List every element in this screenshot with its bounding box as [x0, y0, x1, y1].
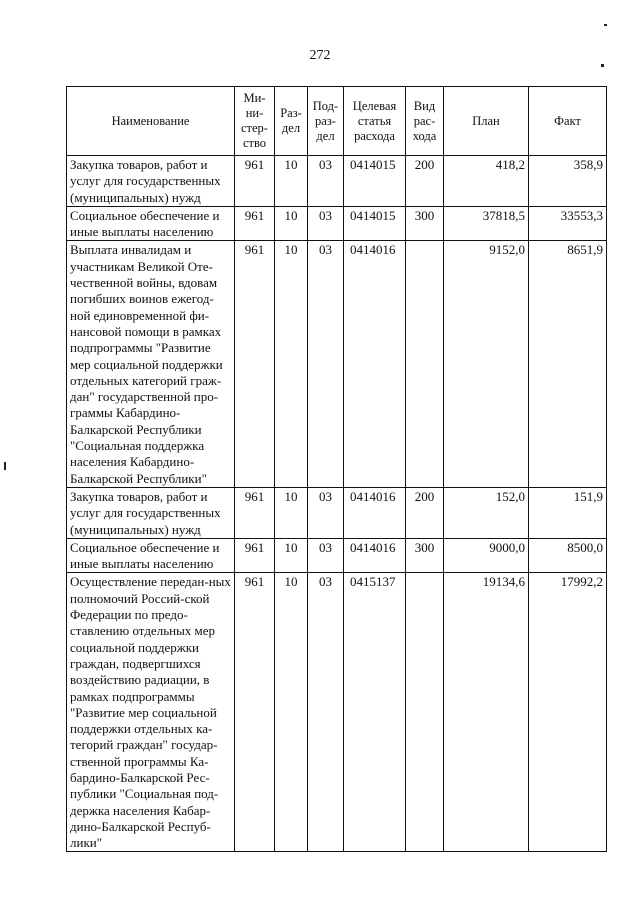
cell-plan: 418,2	[444, 156, 529, 207]
cell-expense-type: 300	[406, 538, 444, 573]
cell-subsection: 03	[308, 206, 344, 241]
cell-name: Социальное обеспечение и иные выплаты населению	[67, 206, 235, 241]
cell-plan: 152,0	[444, 487, 529, 538]
header-name: Наименование	[67, 87, 235, 156]
cell-plan: 37818,5	[444, 206, 529, 241]
cell-ministry: 961	[235, 573, 275, 852]
cell-name: Закупка товаров, работ и услуг для государственных (муниципальных) нужд	[67, 487, 235, 538]
header-subsection: Под- раз- дел	[308, 87, 344, 156]
page-number: 272	[309, 48, 331, 63]
cell-section: 10	[275, 241, 308, 487]
cell-section: 10	[275, 487, 308, 538]
header-target: Целевая статья расхода	[344, 87, 406, 156]
cell-name: Выплата инвалидам и участникам Великой Оте-чественной войны, вдовам погибших воинов ежегод-ной единовременной фи-нансовой помощи в рамках подпрограммы "Развитие мер социальной поддержки отдельных категорий граж-дан" государственной про-граммы Кабардино-Балкарской Республики "Социальная поддержка населения Кабардино-Балкарской Республики"	[67, 241, 235, 487]
cell-fact: 17992,2	[529, 573, 607, 852]
cell-expense-type: 200	[406, 156, 444, 207]
header-ministry: Ми- ни- стер- ство	[235, 87, 275, 156]
cell-ministry: 961	[235, 538, 275, 573]
cell-expense-type: 300	[406, 206, 444, 241]
table-row	[67, 156, 607, 207]
cell-target: 0414016	[344, 241, 406, 487]
cell-fact: 358,9	[529, 156, 607, 207]
cell-target: 0415137	[344, 573, 406, 852]
cell-target: 0414015	[344, 206, 406, 241]
header-expense-type: Вид рас- хода	[406, 87, 444, 156]
cell-ministry: 961	[235, 241, 275, 487]
cell-target: 0414016	[344, 487, 406, 538]
budget-table	[66, 86, 607, 852]
cell-fact: 151,9	[529, 487, 607, 538]
cell-expense-type	[406, 241, 444, 487]
cell-ministry: 961	[235, 206, 275, 241]
cell-ministry: 961	[235, 487, 275, 538]
cell-target: 0414015	[344, 156, 406, 207]
cell-fact: 33553,3	[529, 206, 607, 241]
header-fact: Факт	[529, 87, 607, 156]
cell-subsection: 03	[308, 487, 344, 538]
cell-section: 10	[275, 156, 308, 207]
scan-speck	[4, 462, 6, 470]
cell-subsection: 03	[308, 241, 344, 487]
cell-plan: 9000,0	[444, 538, 529, 573]
table-row	[67, 487, 607, 538]
cell-subsection: 03	[308, 156, 344, 207]
table-header-row	[67, 87, 607, 156]
cell-plan: 19134,6	[444, 573, 529, 852]
cell-section: 10	[275, 538, 308, 573]
cell-expense-type: 200	[406, 487, 444, 538]
header-section: Раз- дел	[275, 87, 308, 156]
cell-section: 10	[275, 573, 308, 852]
table-row	[67, 206, 607, 241]
header-plan: План	[444, 87, 529, 156]
cell-target: 0414016	[344, 538, 406, 573]
table-row	[67, 241, 607, 487]
table-body	[67, 156, 607, 852]
cell-fact: 8500,0	[529, 538, 607, 573]
table-row	[67, 538, 607, 573]
cell-expense-type	[406, 573, 444, 852]
cell-plan: 9152,0	[444, 241, 529, 487]
cell-section: 10	[275, 206, 308, 241]
scan-speck	[604, 24, 607, 26]
scan-speck	[601, 64, 604, 67]
cell-subsection: 03	[308, 573, 344, 852]
table-row	[67, 573, 607, 852]
cell-subsection: 03	[308, 538, 344, 573]
cell-name: Социальное обеспечение и иные выплаты населению	[67, 538, 235, 573]
cell-name: Закупка товаров, работ и услуг для государственных (муниципальных) нужд	[67, 156, 235, 207]
cell-ministry: 961	[235, 156, 275, 207]
cell-fact: 8651,9	[529, 241, 607, 487]
cell-name: Осуществление передан-ных полномочий Россий-ской Федерации по предо-ставлению отдельных мер социальной поддержки граждан, подвергшихся воздействию радиации, в рамках подпрограммы "Развитие мер социальной поддержки отдельных ка-тегорий граждан" государ-ственной программы Ка-бардино-Балкарской Рес-публики "Социальная под-держка населения Кабар-дино-Балкарской Респуб-лики"	[67, 573, 235, 852]
